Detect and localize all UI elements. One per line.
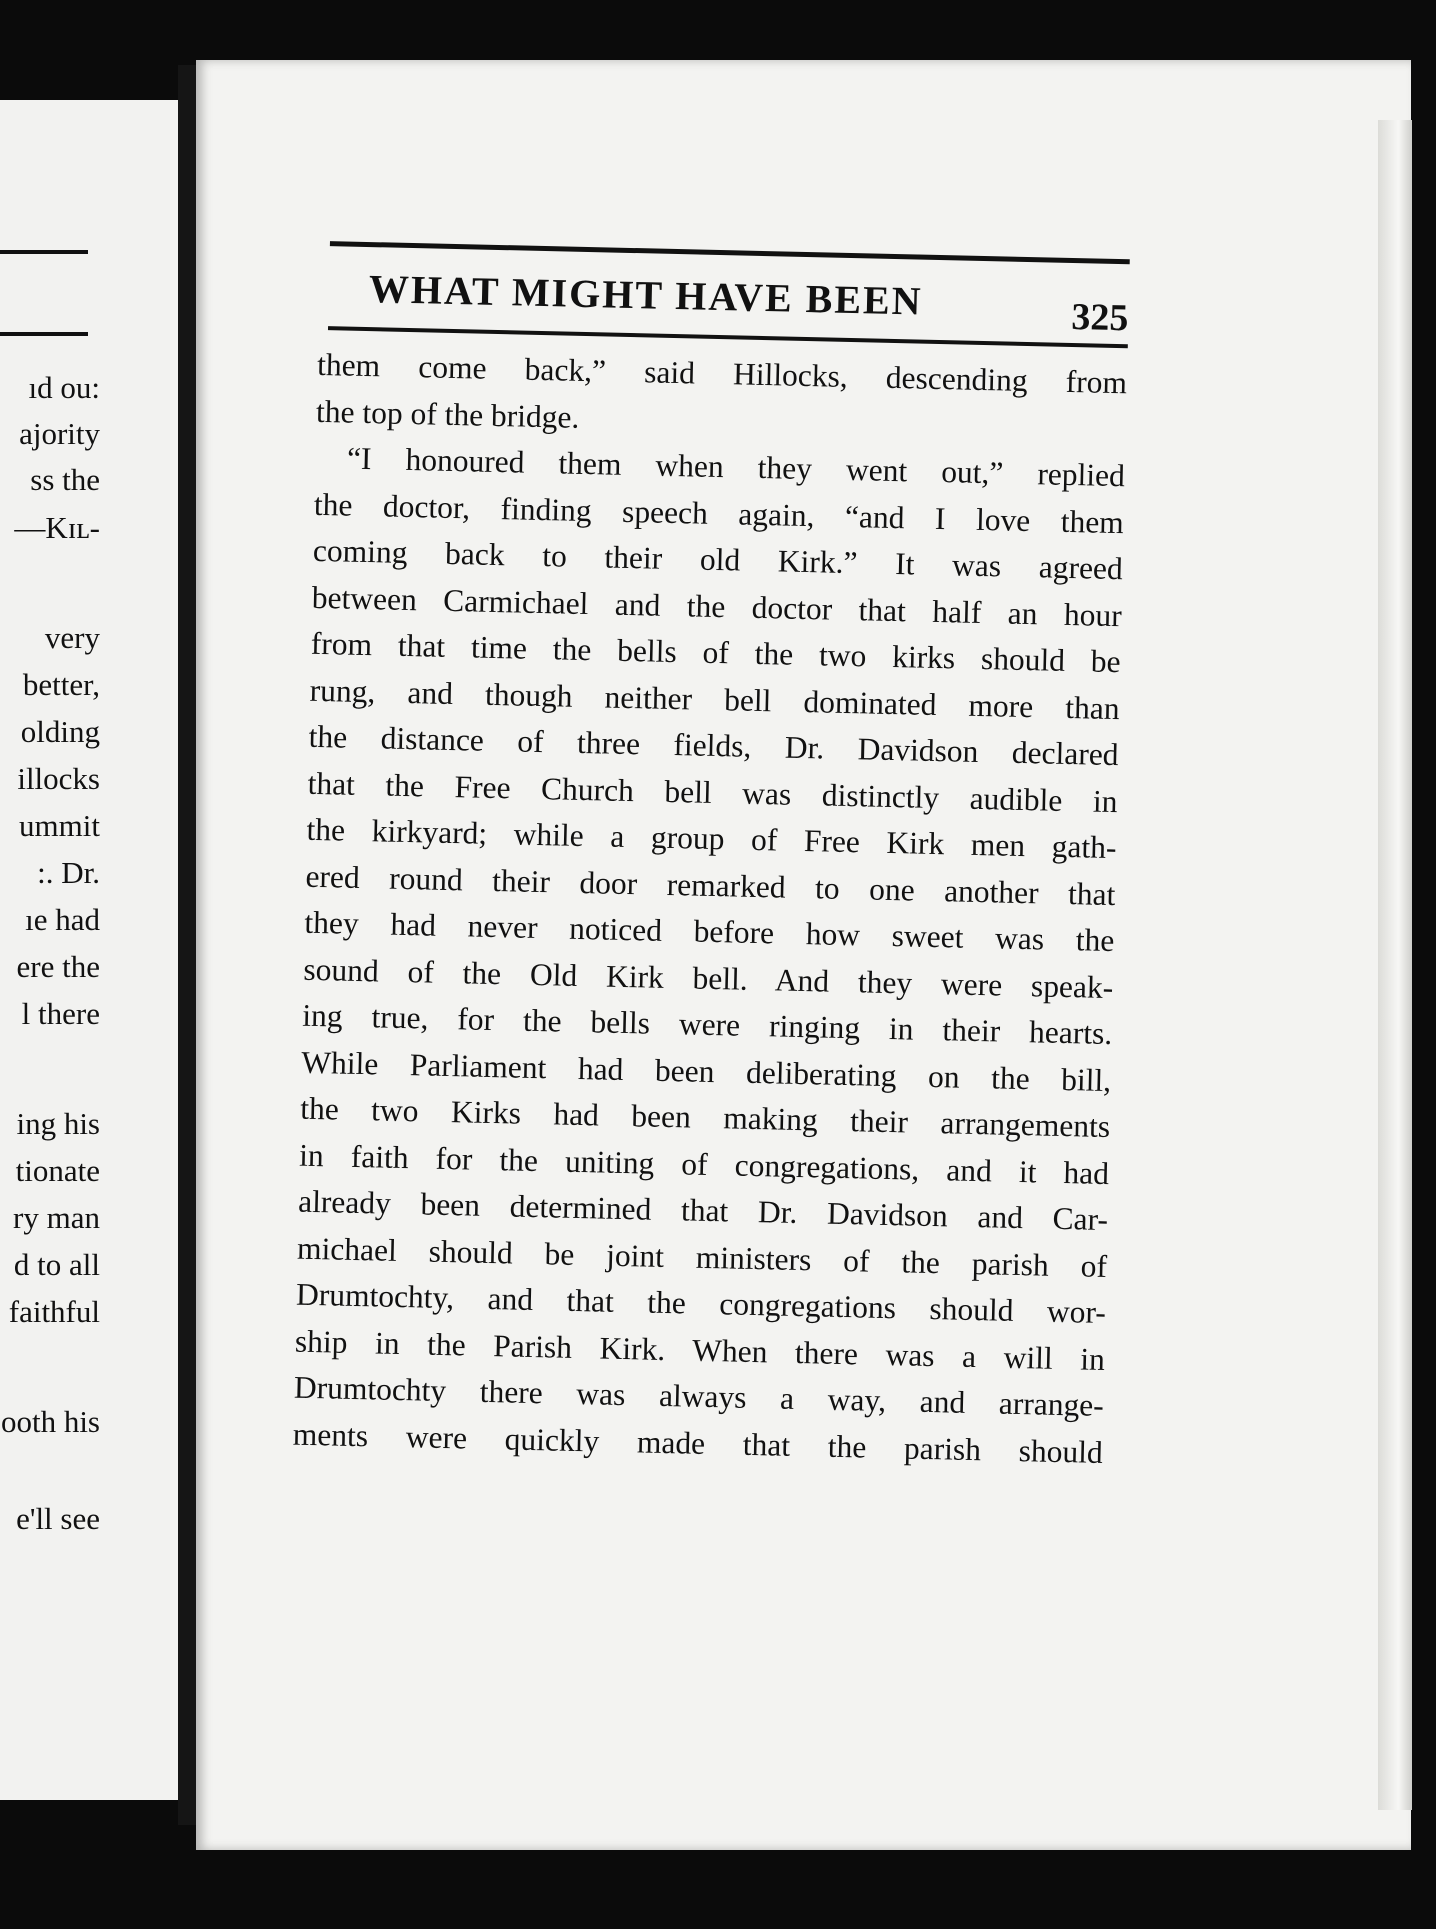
left-page-line: ıd ou: [28,370,100,405]
body-line: the distance of three fields, Dr. Davidson declared [308,718,1119,773]
left-page-rule-top [0,250,88,254]
body-line: between Carmichael and the doctor that half an hour [311,579,1123,633]
page-number: 325 [1070,295,1129,340]
left-page-line: e'll see [16,1501,100,1536]
running-head: WHAT MIGHT HAVE BEEN [368,266,924,324]
body-line: rung, and though neither bell dominated more than [309,672,1120,726]
left-page-line: —Kɪʟ- [14,510,100,545]
body-text [292,342,1127,1476]
page-edge [1378,120,1412,1810]
left-page-line: ummit [19,808,100,843]
body-line: Drumtochty, and that the congregations should wor- [295,1276,1107,1331]
left-page-line: faithful [8,1294,100,1329]
body-line: Drumtochty there was always a way, and arrange- [293,1369,1105,1423]
left-page [0,100,190,1800]
left-page-line: :. Dr. [37,855,100,890]
body-line: michael should be joint ministers of the parish of [296,1230,1108,1284]
left-page-line: ere the [16,949,100,984]
body-line: sound of the Old Kirk bell. And they were speak- [303,951,1114,1005]
body-line: already been determined that Dr. Davidson and Car- [297,1183,1109,1238]
body-line: them come back,” said Hillocks, descending from [316,346,1128,401]
body-line: coming back to their old Kirk.” It was agreed [312,532,1124,587]
body-line: ered round their door remarked to one another that [305,858,1116,912]
left-page-line: illocks [17,761,100,796]
body-line: in faith for the uniting of congregations, and it had [298,1137,1110,1191]
left-page-line: d to all [13,1247,100,1282]
left-page-line: better, [22,667,100,702]
body-line: they had never noticed before how sweet was the [304,904,1115,959]
left-page-line: ajority [19,416,100,451]
left-page-line: ss the [30,462,100,497]
body-line: ship in the Parish Kirk. When there was a will in [294,1323,1106,1377]
body-line: the doctor, finding speech again, “and I love them [313,486,1125,540]
body-line: the kirkyard; while a group of Free Kirk men gath- [306,811,1117,866]
body-line: ing true, for the bells were ringing in their hearts. [302,997,1113,1052]
body-line: “I honoured them when they went out,” replied [346,440,1126,494]
left-page-line: ing his [16,1106,100,1141]
page-content [252,240,1129,1476]
body-line: that the Free Church bell was distinctly audible in [307,765,1118,819]
left-page-line: ry man [13,1200,100,1235]
body-line: ments were quickly made that the parish should [292,1416,1104,1470]
left-page-line: ooth his [0,1404,100,1439]
left-page-line: tionate [15,1153,100,1188]
body-line: While Parliament had been deliberating on the bill, [300,1044,1112,1098]
left-page-line: very [44,620,100,655]
left-page-line: ıe had [25,902,100,937]
body-line: from that time the bells of the two kirks should be [310,625,1122,680]
left-page-rule-bottom [0,332,88,336]
body-line: the top of the bridge. [315,393,580,435]
body-line: the two Kirks had been making their arrangements [299,1090,1111,1145]
left-page-line: l there [21,996,100,1031]
left-page-line: olding [20,714,100,749]
